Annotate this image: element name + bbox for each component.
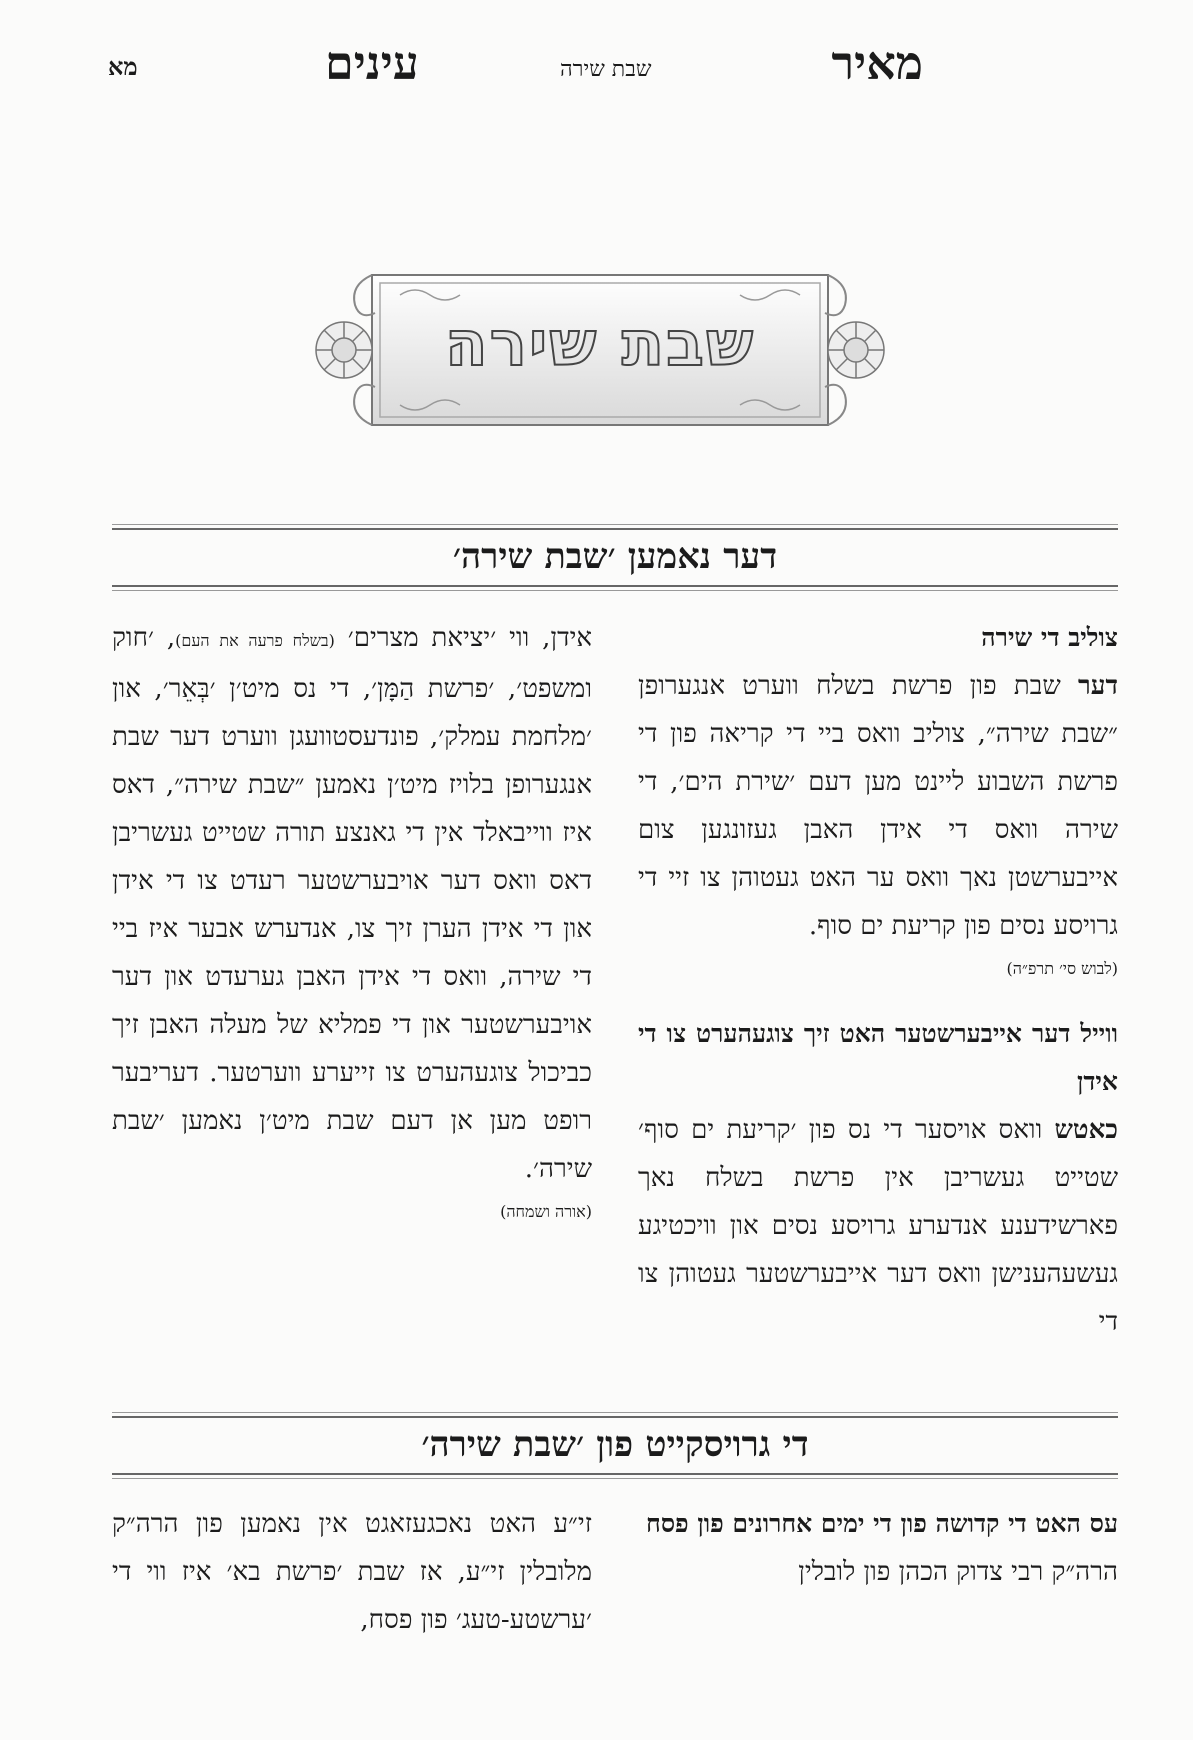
lead-word: כאטש	[1054, 1115, 1119, 1145]
book-title-right: מאיר	[831, 36, 923, 90]
source-citation: (לבוש סי׳ תרפ״ה)	[1006, 959, 1118, 978]
paragraph	[112, 614, 592, 1193]
title-plaque	[310, 265, 890, 435]
lead-word: דער	[1078, 671, 1119, 701]
section2-left-column	[112, 1500, 592, 1644]
section-heading-2	[112, 1416, 1118, 1475]
section1-right-column	[638, 614, 1118, 1346]
section2-right-column	[638, 1500, 1118, 1596]
paragraph	[112, 1500, 592, 1644]
section-heading-1-text: דער נאמען ׳שבת שירה׳	[452, 536, 778, 577]
section1-left-column	[112, 614, 592, 1227]
plaque-title: שבת שירה	[445, 307, 755, 380]
section-heading-1	[112, 528, 1118, 587]
paragraph-text: , ׳חוק ומשפט׳, ׳פרשת הַמָּן׳, די נס מיט׳ן ׳בְּאֵר׳, און ׳מלחמת עמלק׳, פונדעסטוועגן ווערט דער שבת אנגערופן בלויז מיט׳ן נאמען ״שבת שירה״, דאס איז ווייבאלד אין די גאנצע תורה שטייט געשריבן דאס וואס דער אויבערשטער רעדט צו די אידן און די אידן הערן זיך צו, אנדערש אבער איז ביי די שירה, וואס די אידן האבן גערעדט און דער אויבערשטער און די פמליא של מעלה האבן זיך כביכול צוגעהערט צו זייערע ווערטער. דעריבער רופט מען אן דעם שבת מיט׳ן נאמען ׳שבת שירה׳.	[112, 623, 592, 1184]
subheading: עס האט די קדושה פון די ימים אחרונים פון פסח	[646, 1509, 1118, 1538]
paragraph-text: שבת פון פרשת בשלח ווערט אנגערופן ״שבת שירה״, צוליב וואס ביי די קריאה פון די פרשת השבוע ליינט מען דעם ׳שירת הים׳, די שירה וואס די אידן האבן געזונגען צום אייבערשטן נאך וואס ער האט געטוהן צו זיי די גרויסע נסים פון קריעת ים סוף.	[638, 671, 1118, 941]
inline-source: (בשלח פרעה את העם)	[175, 631, 335, 650]
book-title-left: עינים	[325, 36, 419, 90]
paragraph-text: זי״ע האט נאכגעזאגט אין נאמען פון הרה״ק מלובלין זי״ע, אז שבת ׳פרשת בא׳ איז ווי די ׳ערשטע-טעג׳ פון פסח,	[112, 1509, 592, 1635]
page-number: מא	[108, 52, 138, 81]
paragraph-text: אידן, ווי ׳יציאת מצרים׳	[347, 623, 592, 653]
source-citation: (אורה ושמחה)	[500, 1202, 592, 1221]
paragraph-text: הרה״ק רבי צדוק הכהן פון לובלין	[798, 1557, 1118, 1587]
subheading: ווייל דער אייבערשטער האט זיך צוגעהערט צו די אידן	[638, 1019, 1118, 1096]
paragraph	[638, 1106, 1118, 1346]
section-running-title: שבת שירה	[560, 57, 652, 82]
paragraph	[638, 662, 1118, 950]
paragraph	[638, 1548, 1118, 1596]
paragraph-text: וואס אויסער די נס פון ׳קריעת ים סוף׳ שטייט געשריבן אין פרשת בשלח נאך פארשידענע אנדערע גרויסע נסים און וויכטיגע געשעהענישן וואס דער אייבערשטער געטוהן צו די	[638, 1115, 1118, 1337]
subheading: צוליב די שירה	[981, 623, 1118, 652]
section-heading-2-text: די גרויסקייט פון ׳שבת שירה׳	[421, 1424, 809, 1465]
